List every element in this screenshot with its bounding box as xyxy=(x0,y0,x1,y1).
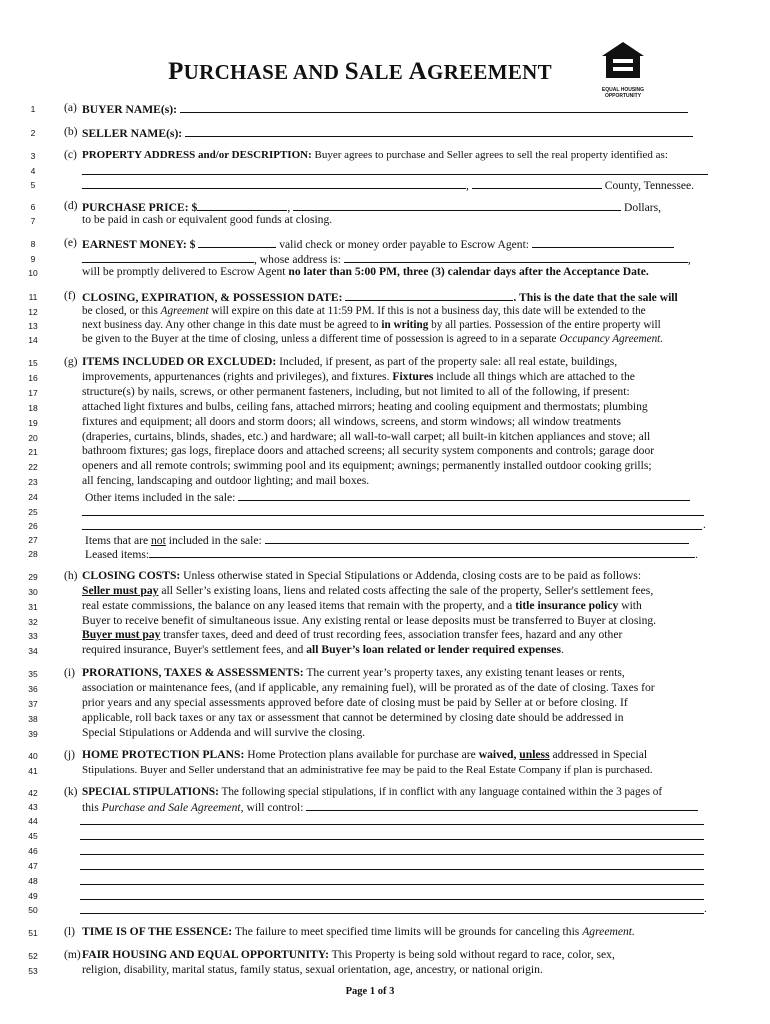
line-8: 8 (e) EARNEST MONEY: $ valid check or money order payable to Escrow Agent: xyxy=(0,236,770,250)
closing-date-field[interactable] xyxy=(345,289,513,301)
line-26: 26 . xyxy=(28,518,706,531)
line-46: 46 xyxy=(0,843,770,857)
escrow-address-field[interactable] xyxy=(344,251,688,263)
line-4: 4 xyxy=(0,163,770,177)
line-3: 3 (c) PROPERTY ADDRESS and/or DESCRIPTION: Buyer agrees to purchase and Seller agrees to sell the real property identified as: xyxy=(30,148,668,161)
line-37: 37 prior years and any special assessments approved before date of closing must be paid by Seller at or before closing. If xyxy=(28,696,628,709)
special-stipulations-field-5[interactable] xyxy=(80,869,704,870)
special-stipulations-field-7[interactable] xyxy=(80,899,704,900)
line-20: 20 (draperies, curtains, blinds, shades, etc.) and hardware; all wall-to-wall carpet; all built-in kitchen appliances and stove; all xyxy=(28,430,651,443)
equal-housing-logo: EQUAL HOUSING OPPORTUNITY xyxy=(598,40,648,95)
line-53: 53 religion, disability, marital status, family status, sexual orientation, age, ancestry, or national origin. xyxy=(28,963,543,976)
line-29: 29 (h) CLOSING COSTS: Unless otherwise stated in Special Stipulations or Addenda, closing costs are to be paid as follows: xyxy=(28,569,642,582)
line-23: 23 all fencing, landscaping and outdoor lighting; and mail boxes. xyxy=(28,474,370,487)
property-address-field-2[interactable] xyxy=(82,177,466,189)
purchase-price-field[interactable] xyxy=(197,199,287,211)
line-11: 11 (f) CLOSING, EXPIRATION, & POSSESSION DATE: . This is the date that the sale will xyxy=(28,289,678,304)
line-17: 17 structure(s) by nails, screws, or other permanent fasteners, including, but not limited to all of the following, if present: xyxy=(28,385,630,398)
line-45: 45 xyxy=(0,828,770,842)
line-50: 50 . xyxy=(28,902,707,915)
leased-items-field[interactable] xyxy=(149,546,695,558)
line-38: 38 applicable, roll back taxes or any tax or assessment that cannot be determined by closing date should be addressed in xyxy=(28,711,624,724)
other-items-field-2[interactable] xyxy=(82,515,704,516)
other-items-field-3[interactable] xyxy=(82,529,702,530)
line-40: 40 (j) HOME PROTECTION PLANS: Home Protection plans available for purchase are waived, unless addressed in Special xyxy=(28,748,648,761)
line-39: 39 Special Stipulations or Addenda and will survive the closing. xyxy=(28,726,366,739)
line-48: 48 xyxy=(0,873,770,887)
line-7: 7 to be paid in cash or equivalent good funds at closing. xyxy=(30,213,333,226)
buyer-name-field[interactable] xyxy=(180,101,688,113)
page-number: Page 1 of 3 xyxy=(345,986,395,997)
seller-name-label: SELLER NAME(s): xyxy=(82,127,183,140)
line-6: 6 (d) PURCHASE PRICE: $ , Dollars, xyxy=(30,199,662,214)
line-2: 2 (b) SELLER NAME(s): xyxy=(0,125,770,139)
escrow-agent-field[interactable] xyxy=(532,236,674,248)
line-36: 36 association or maintenance fees, (and if applicable, any remaining fuel), will be prorated as of the date of closing. Taxes for xyxy=(28,681,655,694)
line-22: 22 openers and all remote controls; swimming pool and its equipment; awnings; permanently installed outdoor cooking grills; xyxy=(28,459,652,472)
line-14: 14 be given to the Buyer at the time of closing, unless a different time of possession is agreed to in a separate Occupancy Agreement. xyxy=(28,333,664,345)
special-stipulations-field-1[interactable] xyxy=(306,799,698,811)
line-41: 41 Stipulations. Buyer and Seller understand that an administrative fee may be paid to the Real Estate Company if plan is purchased. xyxy=(28,764,653,776)
line-33: 33 Buyer must pay transfer taxes, deed and deed of trust recording fees, association transfer fees, hazard and any other xyxy=(28,628,623,641)
line-43: 43 this Purchase and Sale Agreement, will control: xyxy=(0,799,770,813)
buyer-name-label: BUYER NAME(s): xyxy=(82,103,177,116)
line-12: 12 be closed, or this Agreement will expire on this date at 11:59 PM. If this is not a business day, this date will be extended to the xyxy=(28,305,646,317)
line-1: 1 (a) BUYER NAME(s): xyxy=(0,101,770,115)
line-25: 25 xyxy=(0,504,770,518)
line-32: 32 Buyer to receive benefit of simultaneous issue. Any existing rental or lease deposits must be transferred to Buyer at closing. xyxy=(28,614,657,627)
line-15: 15 (g) ITEMS INCLUDED OR EXCLUDED: Included, if present, as part of the property sale: all real estate, buildings, xyxy=(28,355,618,368)
property-address-field-1[interactable] xyxy=(82,174,708,175)
house-icon xyxy=(598,40,648,80)
line-19: 19 fixtures and equipment; all doors and storm doors; all windows, screens, and storm windows; all window treatments xyxy=(28,415,622,428)
line-9: 9 , whose address is: , xyxy=(30,253,691,266)
line-21: 21 bathroom fixtures; gas logs, fireplace doors and attached screens; all security system components and controls; garage door xyxy=(28,444,655,457)
earnest-money-field[interactable] xyxy=(198,236,276,248)
line-52: 52 (m) FAIR HOUSING AND EQUAL OPPORTUNITY: This Property is being sold without regard to race, color, sex, xyxy=(28,948,615,961)
line-10: 10 will be promptly delivered to Escrow Agent no later than 5:00 PM, three (3) calendar days after the Acceptance Date. xyxy=(28,265,649,278)
escrow-agent-name-field[interactable] xyxy=(82,251,254,263)
special-stipulations-field-3[interactable] xyxy=(80,839,704,840)
special-stipulations-field-6[interactable] xyxy=(80,884,704,885)
special-stipulations-field-2[interactable] xyxy=(80,824,704,825)
line-16: 16 improvements, appurtenances (rights and privileges), and fixtures. Fixtures include all things which are attached to the xyxy=(28,370,635,383)
line-49: 49 xyxy=(0,888,770,902)
line-47: 47 xyxy=(0,858,770,872)
seller-name-field[interactable] xyxy=(185,125,693,137)
line-27: 27 Items that are not included in the sale: xyxy=(0,532,770,546)
line-42: 42 (k) SPECIAL STIPULATIONS: The following special stipulations, if in conflict with any language contained within the 3 pages of xyxy=(28,785,663,798)
items-not-included-field[interactable] xyxy=(265,532,689,544)
line-24: 24 Other items included in the sale: xyxy=(0,489,770,503)
other-items-included-field[interactable] xyxy=(238,489,690,501)
line-51: 51 (l) TIME IS OF THE ESSENCE: The failure to meet specified time limits will be grounds for canceling this Agreement. xyxy=(28,925,635,938)
line-28: 28 Leased items: . xyxy=(28,548,698,561)
line-44: 44 xyxy=(0,813,770,827)
line-31: 31 real estate commissions, the balance on any leased items that remain with the property, and a title insurance policy with xyxy=(28,599,642,612)
line-18: 18 attached light fixtures and bulbs, ceiling fans, attached mirrors; heating and cooling equipment and thermostats; plumbing xyxy=(28,400,648,413)
special-stipulations-field-4[interactable] xyxy=(80,854,704,855)
line-13: 13 next business day. Any other change in this date must be agreed to in writing by all parties. Possession of the entire property will xyxy=(28,319,661,331)
line-5: 5 , County, Tennessee. xyxy=(30,179,695,192)
line-35: 35 (i) PRORATIONS, TAXES & ASSESSMENTS: The current year’s property taxes, any existing tenant leases or rents, xyxy=(28,666,625,679)
county-field[interactable] xyxy=(472,177,602,189)
special-stipulations-field-8[interactable] xyxy=(80,913,704,914)
line-30: 30 Seller must pay all Seller’s existing loans, liens and related costs affecting the sale of the property, Seller's settlement fees, xyxy=(28,584,654,597)
purchase-price-words-field[interactable] xyxy=(293,199,621,211)
document-title: PURCHASE AND SALE AGREEMENT xyxy=(168,58,552,85)
line-34: 34 required insurance, Buyer's settlement fees, and all Buyer’s loan related or lender required expenses. xyxy=(28,643,564,656)
